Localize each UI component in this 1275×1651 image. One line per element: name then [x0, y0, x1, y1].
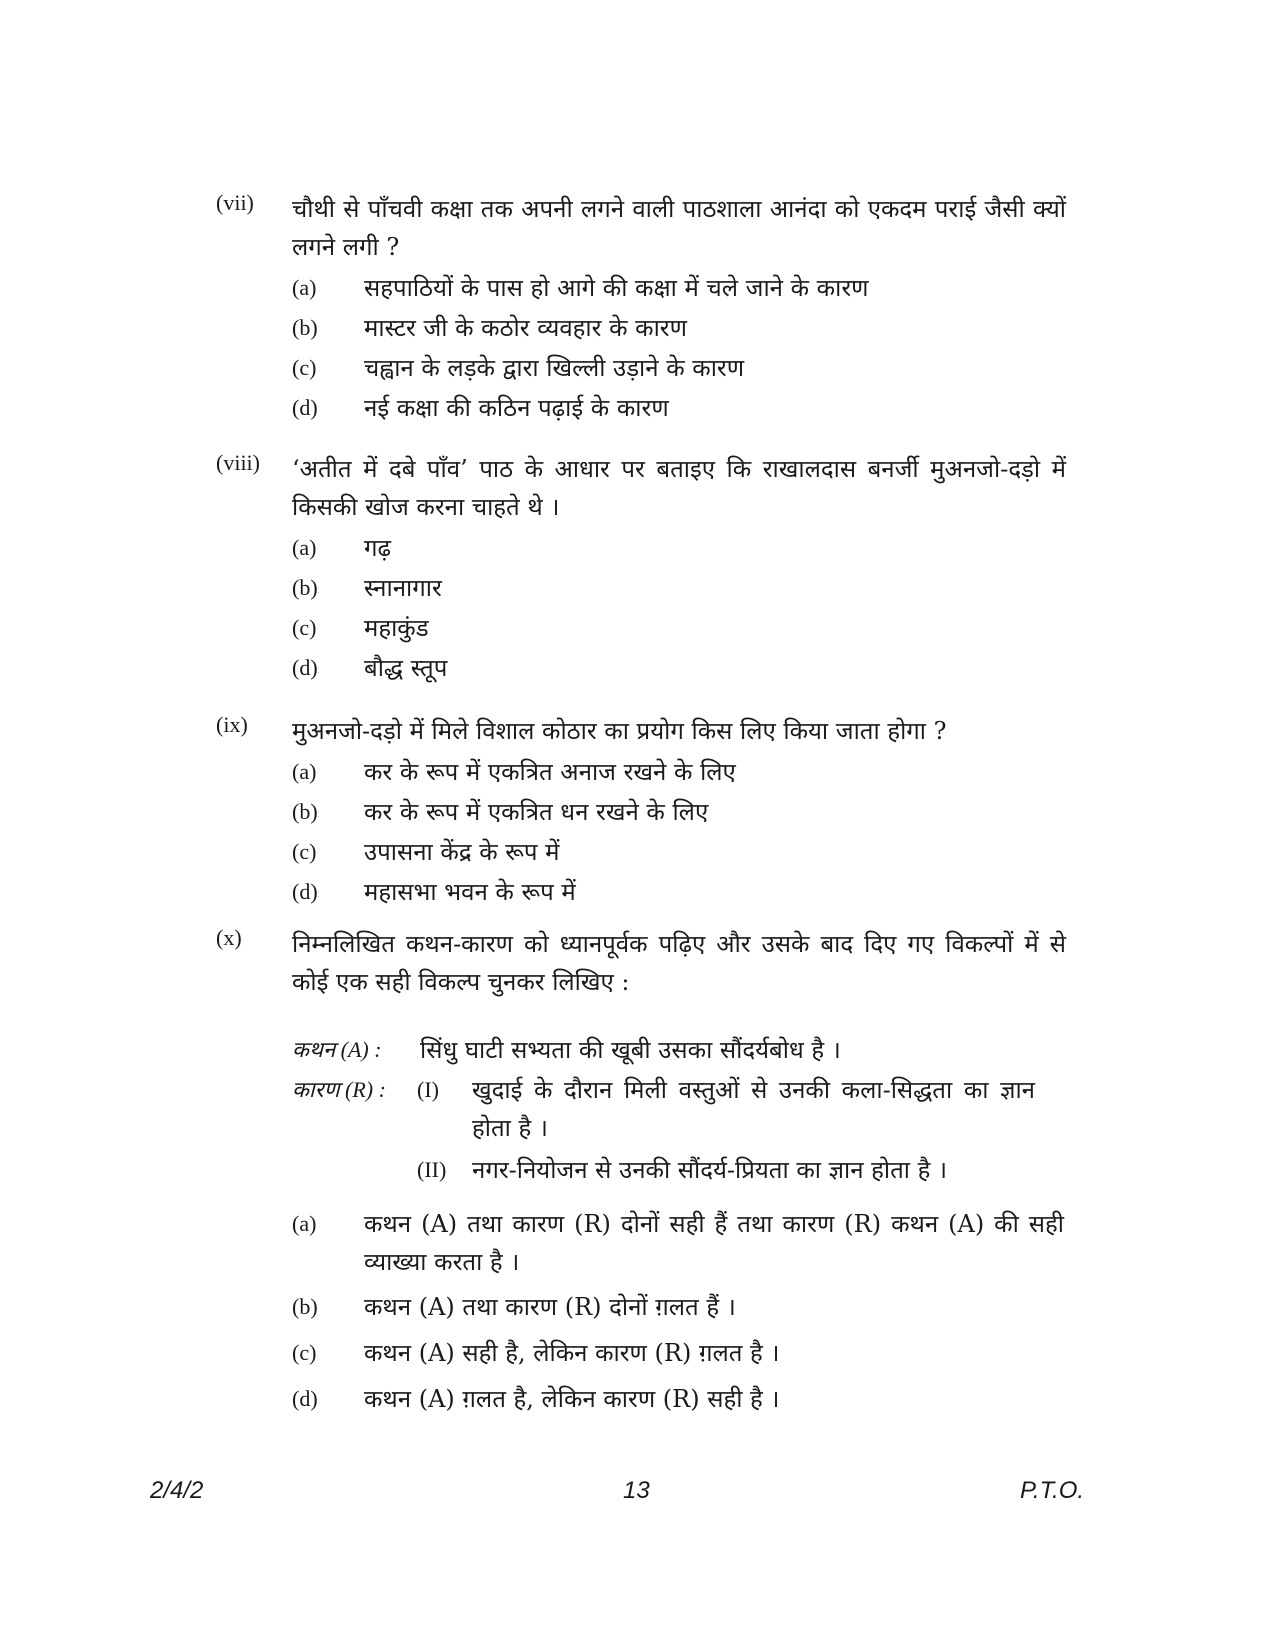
option-b: (b) कथन (A) तथा कारण (R) दोनों ग़लत हैं । [292, 1293, 736, 1321]
reason-number: (I) [417, 1077, 439, 1102]
option-c: (c) चह्वान के लड़के द्वारा खिल्ली उड़ाने के कारण [292, 354, 745, 382]
question-text: चौथी से पाँचवी कक्षा तक अपनी लगने वाली पाठशाला आनंदा को एकदम पराई जैसी क्यों लगने लगी ? [292, 195, 1066, 261]
option-d: (d) बौद्ध स्तूप [292, 654, 448, 682]
pto-label: P.T.O. [1020, 1477, 1085, 1504]
reason-number: (II) [417, 1157, 447, 1182]
options-list [292, 752, 1066, 912]
reason-row-1 [292, 1071, 1066, 1151]
option-a: (a) गढ़ [292, 534, 392, 562]
question-number: (x) [216, 925, 242, 950]
option-c: (c) कथन (A) सही है, लेकिन कारण (R) ग़लत है । [292, 1339, 780, 1367]
question-number: (ix) [216, 712, 248, 737]
question-number: (vii) [216, 190, 254, 215]
option-a: (a) सहपाठियों के पास हो आगे की कक्षा में चले जाने के कारण [292, 274, 869, 302]
question-text: निम्नलिखित कथन-कारण को ध्यानपूर्वक पढ़िए और उसके बाद दिए गए विकल्पों में से कोई एक सही विकल्प चुनकर लिखिए : [292, 930, 1066, 996]
page-number: 13 [623, 1477, 650, 1504]
question-number: (viii) [216, 450, 260, 475]
option-b: (b) मास्टर जी के कठोर व्यवहार के कारण [292, 314, 687, 342]
assertion-text: सिंधु घाटी सभ्यता की खूबी उसका सौंदर्यबोध है । [420, 1036, 841, 1064]
option-d: (d) नई कक्षा की कठिन पढ़ाई के कारण [292, 394, 669, 422]
assertion-row [292, 1031, 1066, 1071]
options-list [292, 268, 1066, 428]
reason-label: कारण (R) : [292, 1077, 386, 1102]
question-vii [216, 190, 1066, 428]
reason-text: खुदाई के दौरान मिली वस्तुओं से उनकी कला-सिद्धता का ज्ञान होता है । [472, 1076, 1035, 1142]
assertion-label: कथन (A) : [292, 1037, 382, 1062]
options-list [292, 528, 1066, 688]
options-list [292, 1205, 1066, 1419]
paper-code: 2/4/2 [150, 1477, 204, 1504]
question-ix [216, 712, 1066, 912]
option-a: (a) कर के रूप में एकत्रित अनाज रखने के लिए [292, 758, 736, 786]
assertion-reason-block [292, 1031, 1066, 1191]
question-text: मुअनजो-दड़ो में मिले विशाल कोठार का प्रयोग किस लिए किया जाता होगा ? [292, 717, 947, 745]
option-c: (c) महाकुंड [292, 614, 429, 642]
reason-row-2 [292, 1151, 1066, 1191]
option-b: (b) कर के रूप में एकत्रित धन रखने के लिए [292, 798, 709, 826]
option-b: (b) स्नानागार [292, 574, 442, 602]
reason-text: नगर-नियोजन से उनकी सौंदर्य-प्रियता का ज्ञान होता है । [472, 1156, 948, 1184]
question-text: ‘अतीत में दबे पाँव’ पाठ के आधार पर बताइए कि राखालदास बनर्जी मुअनजो-दड़ो में किसकी खोज करना चाहते थे । [292, 455, 1066, 521]
option-d: (d) महासभा भवन के रूप में [292, 878, 576, 906]
question-viii [216, 450, 1066, 688]
option-c: (c) उपासना केंद्र के रूप में [292, 838, 560, 866]
option-d: (d) कथन (A) ग़लत है, लेकिन कारण (R) सही है । [292, 1385, 780, 1413]
option-a: (a) कथन (A) तथा कारण (R) दोनों सही हैं तथा कारण (R) कथन (A) की सही व्याख्या करता है । [292, 1210, 1064, 1276]
question-x [216, 925, 1066, 1419]
